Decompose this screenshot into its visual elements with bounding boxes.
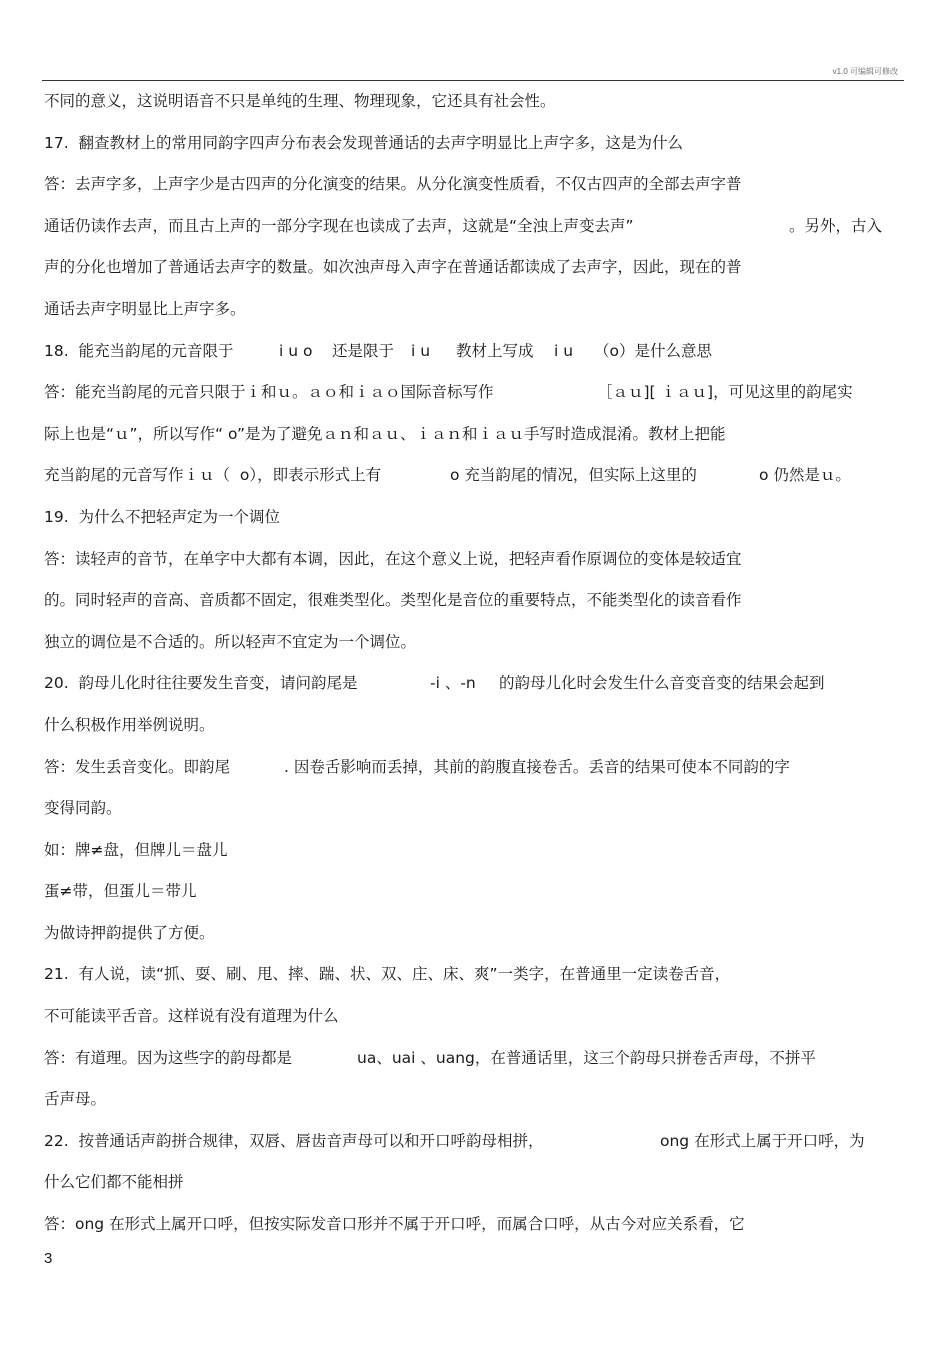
text-line: 什么它们都不能相拼 xyxy=(44,1173,184,1192)
text-line: 充当韵尾的元音写作ｉｕ（ o），即表示形式上有 o 充当韵尾的情况，但实际上这里的 o 仍然是ｕ。 xyxy=(44,466,851,485)
text-line: 舌声母。 xyxy=(44,1090,107,1109)
text-line: 18. 能充当韵尾的元音限于 i u o 还是限于 i u 教材上写成 i u （o）是什么意思 xyxy=(44,341,712,360)
text-line: 答：ong 在形式上属开口呼，但按实际发音口形并不属于开口呼，而属合口呼，从古今对应关系看，它 xyxy=(44,1215,745,1234)
text-line: 22. 按普通话声韵拼合规律，双唇、唇齿音声母可以和开口呼韵母相拼， ong 在形式上属于开口呼，为 xyxy=(44,1131,865,1150)
text-line: 什么积极作用举例说明。 xyxy=(44,715,215,734)
text-line: 不可能读平舌音。这样说有没有道理为什么 xyxy=(44,1007,339,1026)
text-line: 19. 为什么不把轻声定为一个调位 xyxy=(44,507,281,526)
text-line: 声的分化也增加了普通话去声字的数量。如次浊声母入声字在普通话都读成了去声字，因此，现在的普 xyxy=(44,258,742,277)
text-line: 变得同韵。 xyxy=(44,799,122,818)
text-line: 答：去声字多，上声字少是古四声的分化演变的结果。从分化演变性质看，不仅古四声的全部去声字普 xyxy=(44,175,742,194)
page-number: 3 xyxy=(44,1250,53,1267)
text-line: 答：发生丢音变化。即韵尾 . 因卷舌影响而丢掉，其前的韵腹直接卷舌。丢音的结果可使本不同韵的字 xyxy=(44,757,790,776)
text-line: 如：牌≠盘，但牌儿＝盘儿 xyxy=(44,840,228,859)
text-line: 17. 翻查教材上的常用同韵字四声分布表会发现普通话的去声字明显比上声字多，这是为什么 xyxy=(44,133,684,152)
text-line: 通话去声字明显比上声字多。 xyxy=(44,299,246,318)
text-line: 际上也是“ｕ”，所以写作“ o”是为了避免ａｎ和ａｕ、ｉａｎ和ｉａｕ手写时造成混淆。教材上把能 xyxy=(44,424,726,443)
text-line: 20. 韵母儿化时往往要发生音变，请问韵尾是 -i 、-n 的韵母儿化时会发生什么音变音变的结果会起到 xyxy=(44,674,825,693)
text-line: 蛋≠带，但蛋儿＝带儿 xyxy=(44,882,197,901)
text-line: 答：有道理。因为这些字的韵母都是 ua、uai 、uang，在普通话里，这三个韵母只拼卷舌声母，不拼平 xyxy=(44,1048,816,1067)
text-line: 独立的调位是不合适的。所以轻声不宜定为一个调位。 xyxy=(44,632,417,651)
text-line: 答：能充当韵尾的元音只限于ｉ和ｕ。ａｏ和ｉａｏ国际音标写作 ［ａｕ][ ｉａｕ]，可见这里的韵尾实 xyxy=(44,383,853,402)
text-line: 21. 有人说，读“抓、耍、刷、甩、摔、踹、状、双、庄、床、爽”一类字，在普通里一定读卷舌音， xyxy=(44,965,731,984)
text-line: 不同的意义，这说明语音不只是单纯的生理、物理现象，它还具有社会性。 xyxy=(44,92,556,110)
header-rule xyxy=(42,80,904,81)
text-line: 的。同时轻声的音高、音质都不固定，很难类型化。类型化是音位的重要特点，不能类型化的读音看作 xyxy=(44,591,742,610)
text-line: 答：读轻声的音节，在单字中大都有本调，因此，在这个意义上说，把轻声看作原调位的变体是较适宜 xyxy=(44,549,742,568)
text-line: 为做诗押韵提供了方便。 xyxy=(44,923,215,942)
text-line: 通话仍读作去声，而且古上声的一部分字现在也读成了去声，这就是“全浊上声变去声” 。另外，古入 xyxy=(44,216,883,235)
document-body xyxy=(44,88,904,1253)
header-note: v1.0 可编辑可修改 xyxy=(832,67,898,76)
